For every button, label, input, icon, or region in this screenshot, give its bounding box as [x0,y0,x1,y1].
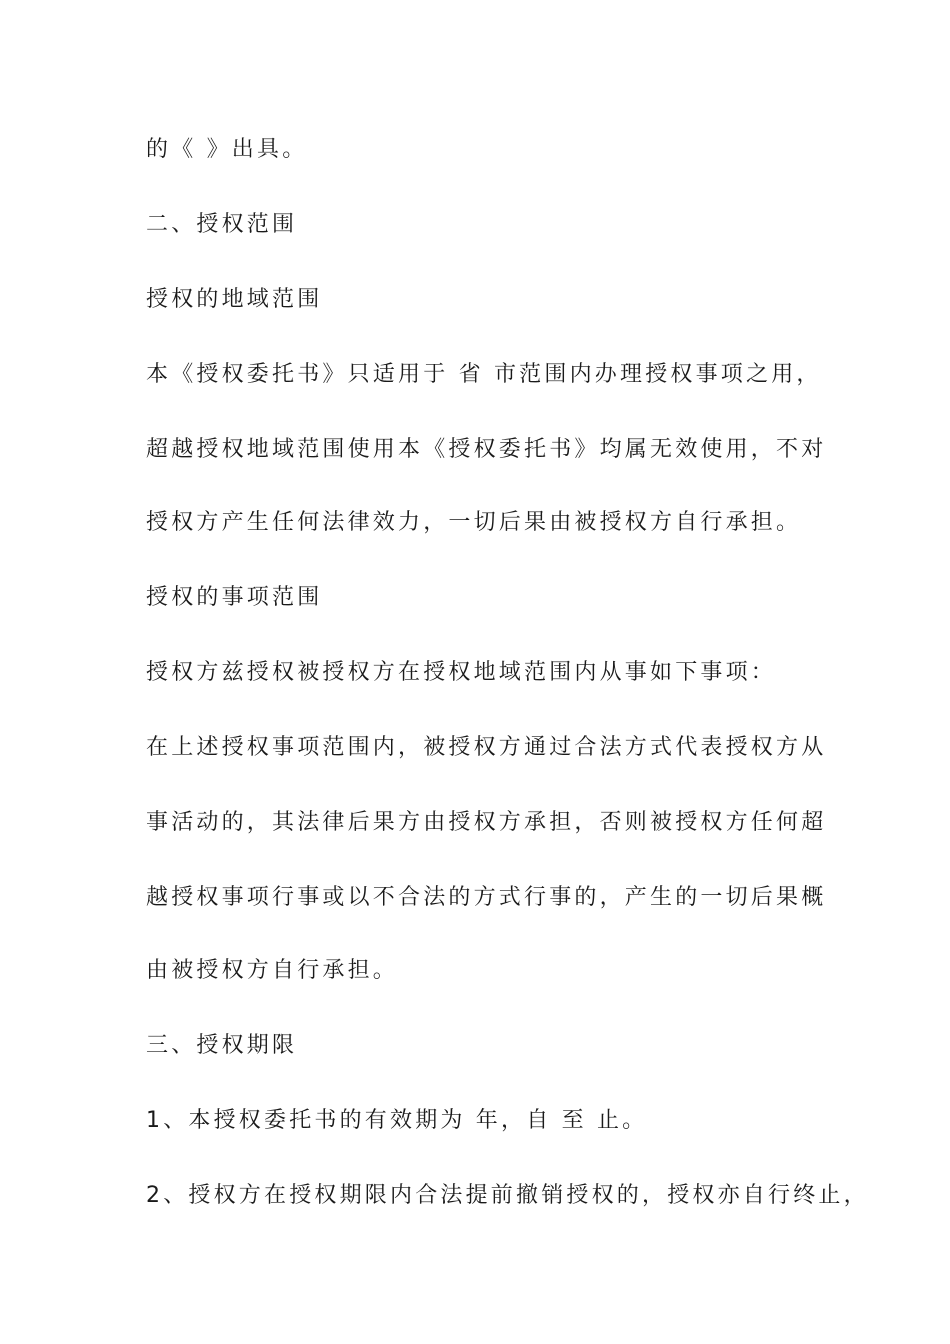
subheading-matter-scope: 授权的事项范围 [146,585,323,610]
text-line: 超越授权地域范围使用本《授权委托书》均属无效使用，不对 [146,437,827,462]
text-line: 授权方兹授权被授权方在授权地域范围内从事如下事项： [146,660,777,685]
text-line: 在上述授权事项范围内，被授权方通过合法方式代表授权方从 [146,735,827,760]
subheading-territorial-scope: 授权的地域范围 [146,287,323,312]
section-heading-term: 三、授权期限 [146,1033,298,1058]
text-line: 由被授权方自行承担。 [146,958,399,983]
section-heading-scope: 二、授权范围 [146,212,298,237]
text-line: 的《 》出具。 [146,137,308,162]
text-line: 授权方产生任何法律效力，一切后果由被授权方自行承担。 [146,510,802,535]
text-line: 越授权事项行事或以不合法的方式行事的，产生的一切后果概 [146,885,827,910]
text-line: 2、授权方在授权期限内合法提前撤销授权的，授权亦自行终止， [146,1183,869,1208]
text-line: 事活动的，其法律后果方由授权方承担，否则被授权方任何超 [146,810,827,835]
text-line: 本《授权委托书》只适用于 省 市范围内办理授权事项之用， [146,362,822,387]
text-line: 1、本授权委托书的有效期为 年，自 至 止。 [146,1108,648,1133]
